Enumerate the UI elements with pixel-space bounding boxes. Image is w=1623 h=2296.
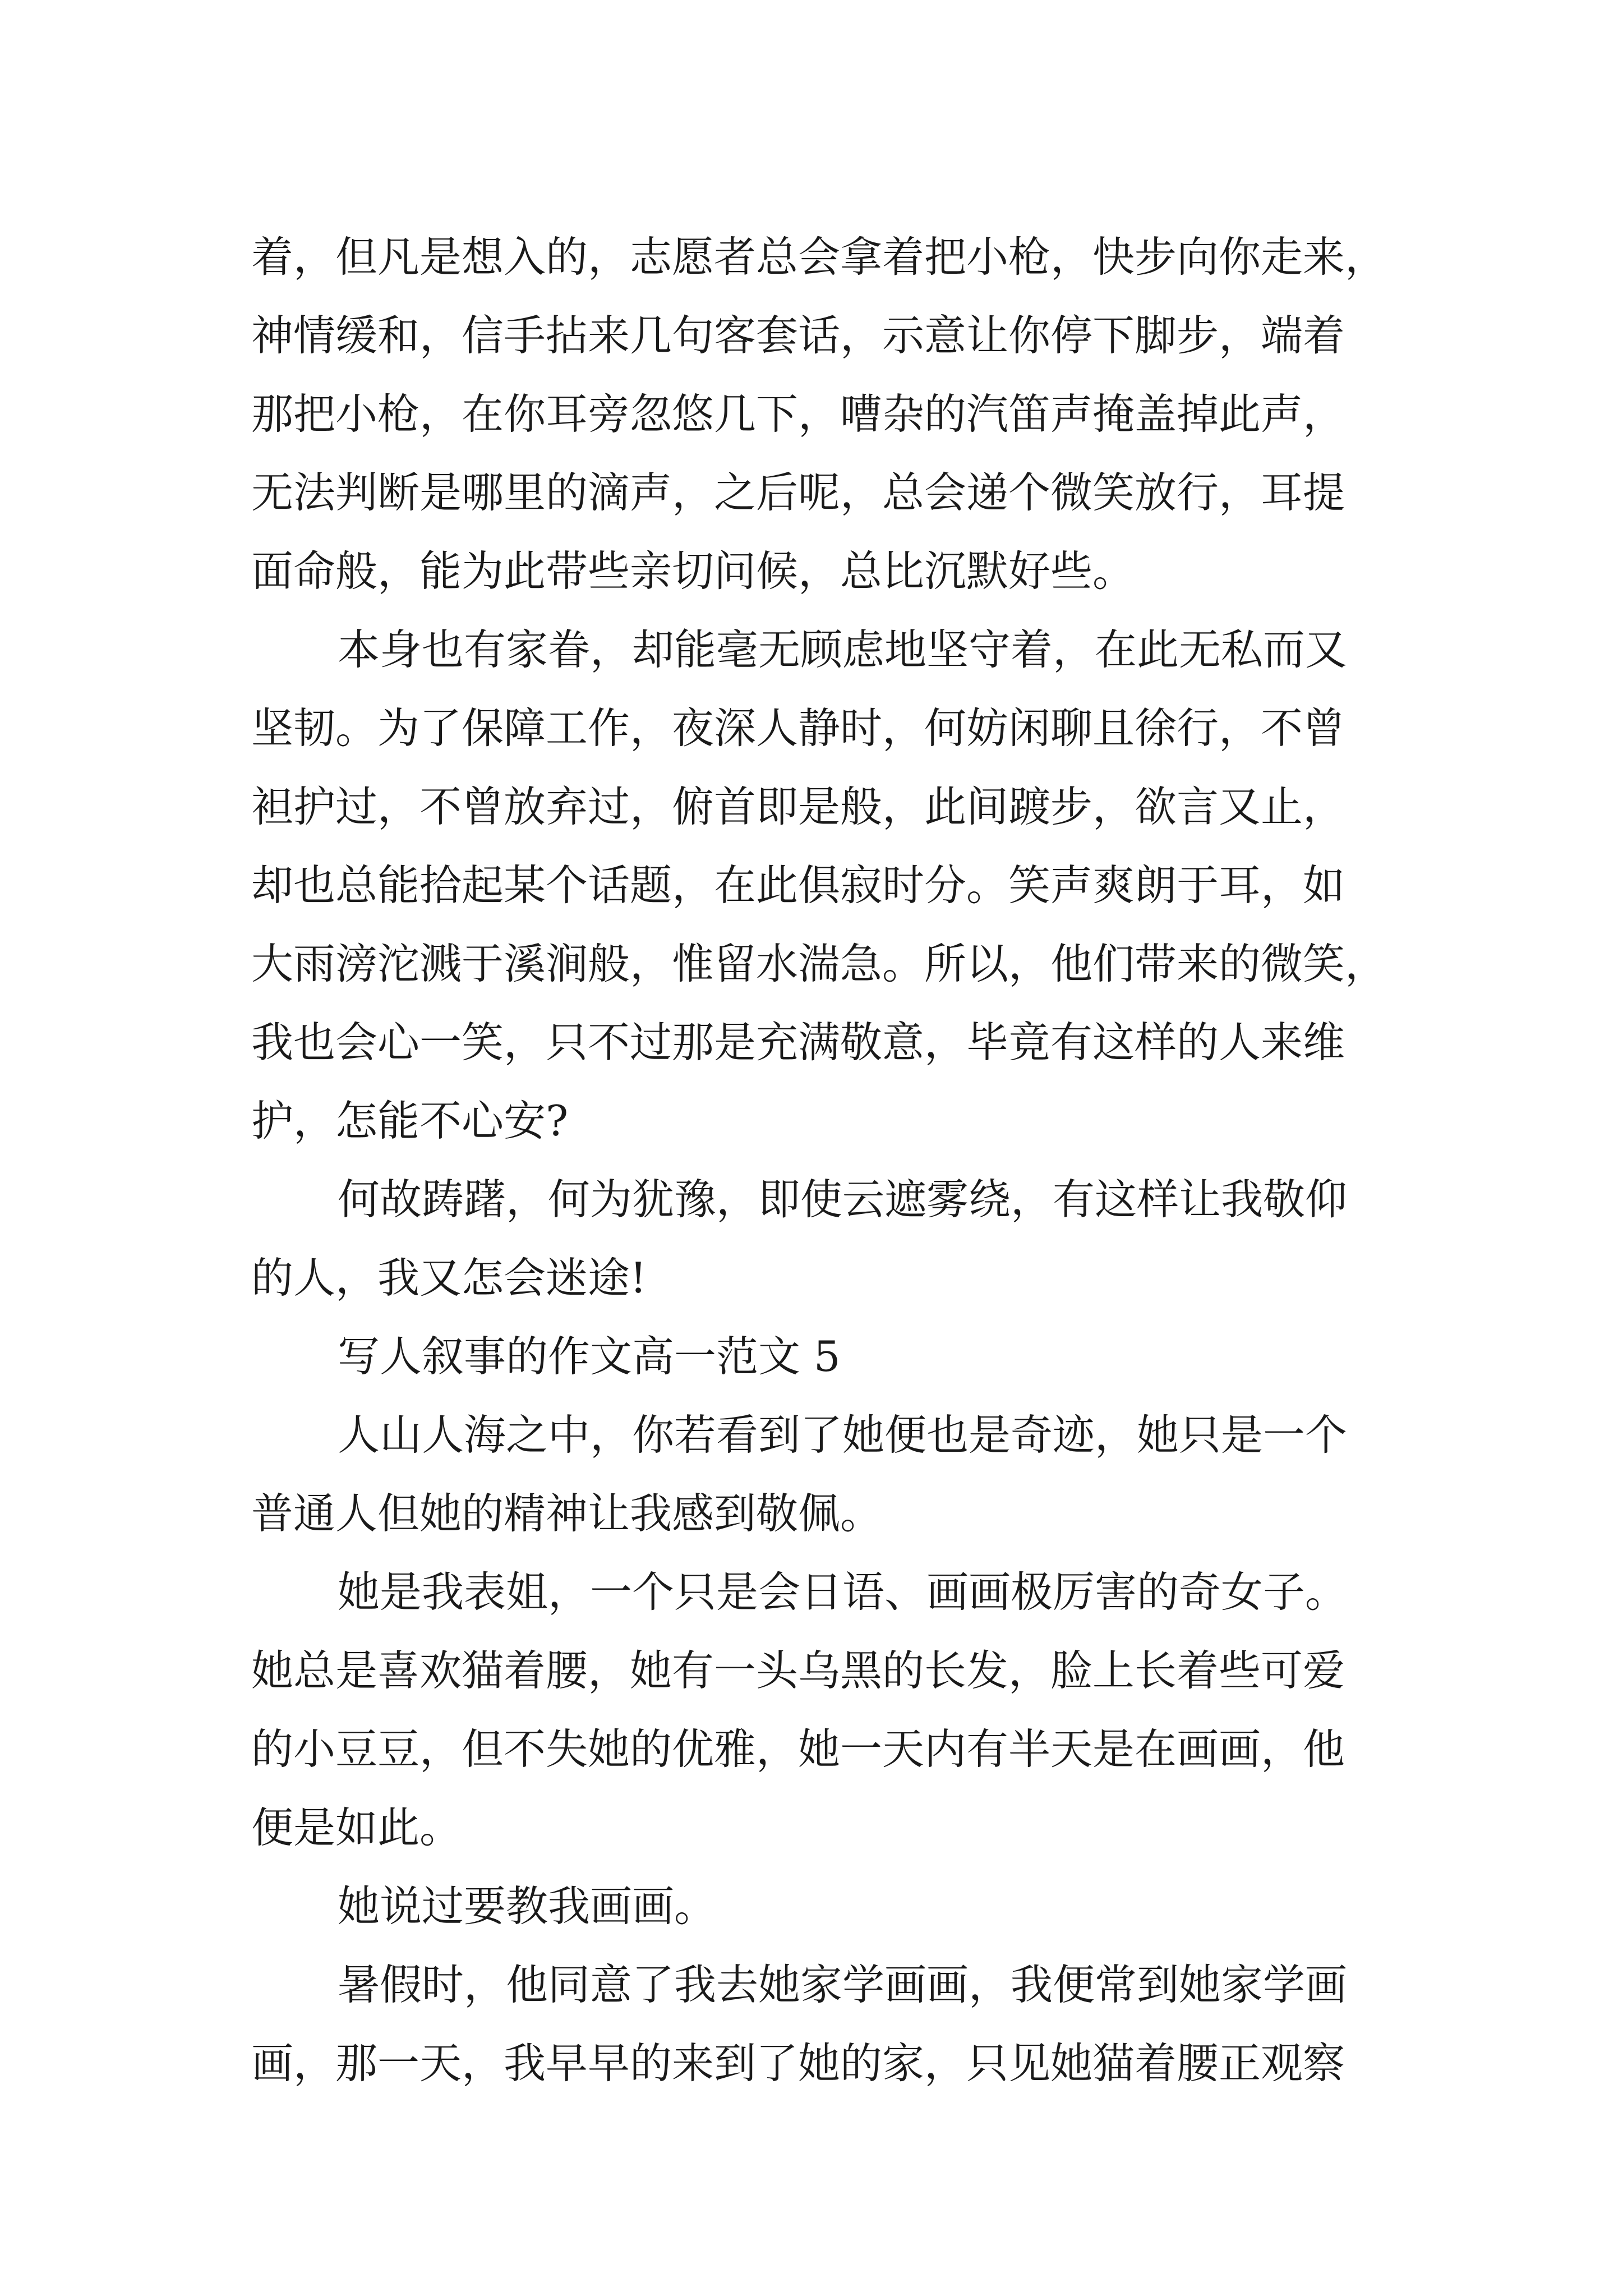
paragraph-line: 却也总能拾起某个话题，在此俱寂时分。笑声爽朗于耳，如 <box>251 861 1345 910</box>
paragraph-line: 她总是喜欢猫着腰，她有一头乌黑的长发，脸上长着些可爱 <box>251 1646 1345 1695</box>
paragraph-line: 护，怎能不心安? <box>251 1096 569 1145</box>
paragraph-line: 她说过要教我画画。 <box>338 1881 717 1931</box>
paragraph-line: 我也会心一笑，只不过那是充满敬意，毕竟有这样的人来维 <box>251 1018 1345 1067</box>
paragraph-line: 普通人但她的精神让我感到敬佩。 <box>251 1489 883 1538</box>
paragraph-line: 面命般，能为此带些亲切问候，总比沉默好些。 <box>251 546 1135 596</box>
paragraph-line: 她是我表姐，一个只是会日语、画画极厉害的奇女子。 <box>338 1567 1348 1617</box>
paragraph-line: 大雨滂沱溅于溪涧般，惟留水湍急。所以，他们带来的微笑， <box>251 939 1387 988</box>
paragraph-line: 袒护过，不曾放弃过，俯首即是般，此间踱步，欲言又止， <box>251 782 1345 831</box>
paragraph-line: 的人，我又怎会迷途! <box>251 1253 647 1303</box>
paragraph-line: 着，但凡是想入的，志愿者总会拿着把小枪，快步向你走来， <box>251 232 1387 282</box>
paragraph-line: 人山人海之中，你若看到了她便也是奇迹，她只是一个 <box>338 1410 1348 1460</box>
section-heading: 写人叙事的作文高一范文 5 <box>338 1332 841 1381</box>
paragraph-line: 那把小枪，在你耳旁忽悠几下，嘈杂的汽笛声掩盖掉此声， <box>251 389 1345 439</box>
paragraph-line: 的小豆豆，但不失她的优雅，她一天内有半天是在画画，他 <box>251 1724 1345 1774</box>
paragraph-line: 无法判断是哪里的滴声，之后呢，总会递个微笑放行，耳提 <box>251 468 1345 517</box>
paragraph-line: 何故踌躇，何为犹豫，即使云遮雾绕，有这样让我敬仰 <box>338 1175 1348 1224</box>
paragraph-line: 暑假时，他同意了我去她家学画画，我便常到她家学画 <box>338 1960 1348 2009</box>
paragraph-line: 本身也有家眷，却能毫无顾虑地坚守着，在此无私而又 <box>338 625 1348 674</box>
paragraph-line: 神情缓和，信手拈来几句客套话，示意让你停下脚步，端着 <box>251 311 1345 360</box>
paragraph-line: 画，那一天，我早早的来到了她的家，只见她猫着腰正观察 <box>251 2039 1345 2088</box>
paragraph-line: 坚韧。为了保障工作，夜深人静时，何妨闲聊且徐行，不曾 <box>251 703 1345 753</box>
paragraph-line: 便是如此。 <box>251 1803 462 1852</box>
